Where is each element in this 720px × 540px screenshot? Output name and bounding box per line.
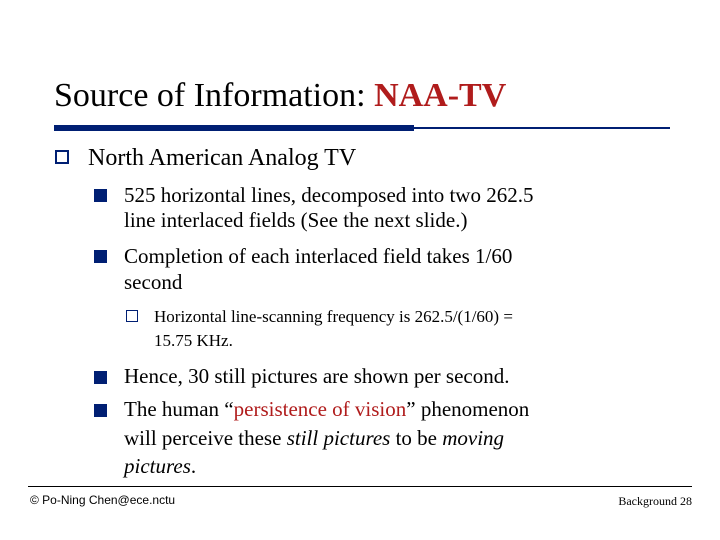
solid-square-bullet-icon <box>94 189 107 202</box>
title-rule-thick <box>54 125 414 131</box>
solid-square-bullet-icon <box>94 404 107 417</box>
title-accent: NAA-TV <box>374 77 507 114</box>
persistence-of-vision-highlight: persistence of vision <box>233 397 407 421</box>
slide-title <box>54 76 506 116</box>
sub-item-2-line-1: Completion of each interlaced field takes 1/60 <box>124 244 513 268</box>
moving-italic: moving <box>442 426 505 450</box>
still-pictures-italic: still pictures <box>286 426 391 450</box>
hollow-square-bullet-icon <box>126 310 138 322</box>
sub-item-4-text-a: The human “ <box>124 397 234 421</box>
sub-item-4-line-3-end: . <box>190 454 197 478</box>
hollow-square-bullet-icon <box>55 150 69 164</box>
solid-square-bullet-icon <box>94 371 107 384</box>
sub-item-4-line-2-a: will perceive these <box>124 426 287 450</box>
pictures-italic: pictures <box>124 454 191 478</box>
footer-slide-number: Background 28 <box>618 494 692 508</box>
sub-item-4-line-2-b: to be <box>390 426 443 450</box>
solid-square-bullet-icon <box>94 250 107 263</box>
title-prefix: Source of Information: <box>54 77 375 114</box>
sub-item-2-line-2: second <box>124 270 183 294</box>
footer-author: © Po-Ning Chen@ece.nctu <box>30 493 176 507</box>
sub-sub-item-line-1: Horizontal line-scanning frequency is 262.5/(1/60) = <box>154 307 513 326</box>
sub-item-4-line-3 <box>124 454 196 478</box>
sub-item-1-line-2: line interlaced fields (See the next slide.) <box>124 208 468 232</box>
sub-item-4-line-1 <box>124 397 529 421</box>
sub-item-4-line-2 <box>124 426 504 450</box>
sub-item-4-text-b: ” phenomenon <box>406 397 530 421</box>
sub-item-3: Hence, 30 still pictures are shown per second. <box>124 364 510 388</box>
bullet-main: North American Analog TV <box>88 145 357 171</box>
footer-divider <box>28 486 692 487</box>
sub-item-1-line-1: 525 horizontal lines, decomposed into two 262.5 <box>124 183 534 207</box>
title-rule-thin <box>414 127 670 129</box>
sub-sub-item-line-2: 15.75 KHz. <box>154 331 233 350</box>
